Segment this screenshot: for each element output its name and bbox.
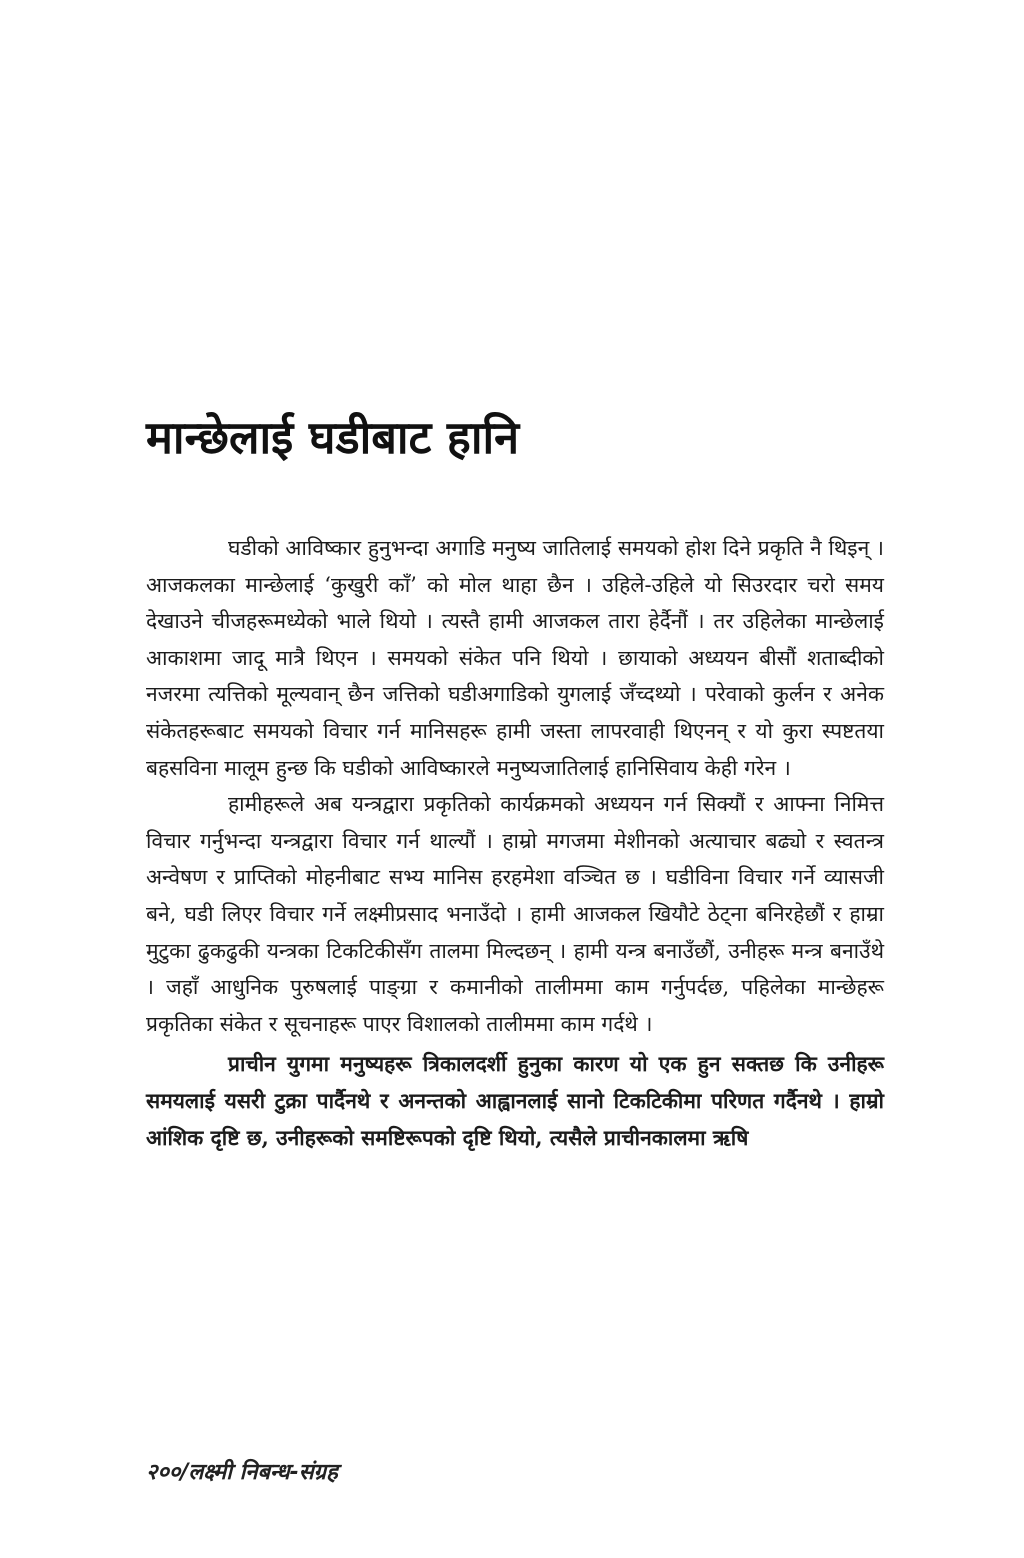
paragraph-1: घडीको आविष्कार हुनुभन्दा अगाडि मनुष्य जातिलाई समयको होश दिने प्रकृति नै थिइन् । आजकलका मान्छेलाई ‘कुखुरी काँ’ को मोल थाहा छैन । उहिले-उहिले यो सिउरदार चरो समय देखाउने चीजहरूमध्येको भाले थियो । त्यस्तै हामी आजकल तारा हेर्दैनौं । तर उहिलेका मान्छेलाई आकाशमा जादू मात्रै थिएन । समयको संकेत पनि थियो । छायाको अध्ययन बीसौं शताब्दीको नजरमा त्यत्तिको मूल्यवान् छैन जत्तिको घडीअगाडिको युगलाई जँच्दथ्यो । परेवाको कुर्लन र अनेक संकेतहरूबाट समयको विचार गर्न मानिसहरू हामी जस्ता लापरवाही थिएनन् र यो कुरा स्पष्टतया बहसविना मालूम हुन्छ कि घडीको आविष्कारले मनुष्यजातिलाई हानिसिवाय केही गरेन । [146,536,884,780]
paragraph-3: प्राचीन युगमा मनुष्यहरू त्रिकालदर्शी हुनुका कारण यो एक हुन सक्तछ कि उनीहरू समयलाई यसरी टुक्रा पार्दैनथे र अनन्तको आह्वानलाई सानो टिकटिकीमा परिणत गर्दैनथे । हाम्रो आंशिक दृष्टि छ, उनीहरूको समष्टिरूपको दृष्टि थियो, त्यसैले प्राचीनकालमा ऋषि [146,1051,884,1150]
essay-body [146,530,884,1156]
page-footer: २००/लक्ष्मी निबन्ध-संग्रह [146,1460,338,1485]
essay-title: मान्छेलाई घडीबाट हानि [146,411,520,464]
paragraph-2: हामीहरूले अब यन्त्रद्वारा प्रकृतिको कार्यक्रमको अध्ययन गर्न सिक्यौं र आफ्ना निमित्त विचार गर्नुभन्दा यन्त्रद्वारा विचार गर्न थाल्यौं । हाम्रो मगजमा मेशीनको अत्याचार बढ्यो र स्वतन्त्र अन्वेषण र प्राप्तिको मोहनीबाट सभ्य मानिस हरहमेशा वञ्चित छ । घडीविना विचार गर्ने व्यासजी बने, घडी लिएर विचार गर्ने लक्ष्मीप्रसाद भनाउँदो । हामी आजकल खियौटे ठेट्ना बनिरहेछौं र हाम्रा मुटुका ढुकढुकी यन्त्रका टिकटिकीसँग तालमा मिल्दछन् । हामी यन्त्र बनाउँछौं, उनीहरू मन्त्र बनाउँथे । जहाँ आधुनिक पुरुषलाई पाङ्ग्रा र कमानीको तालीममा काम गर्नुपर्दछ, पहिलेका मान्छेहरू प्रकृतिका संकेत र सूचनाहरू पाएर विशालको तालीममा काम गर्दथे । [146,792,884,1036]
